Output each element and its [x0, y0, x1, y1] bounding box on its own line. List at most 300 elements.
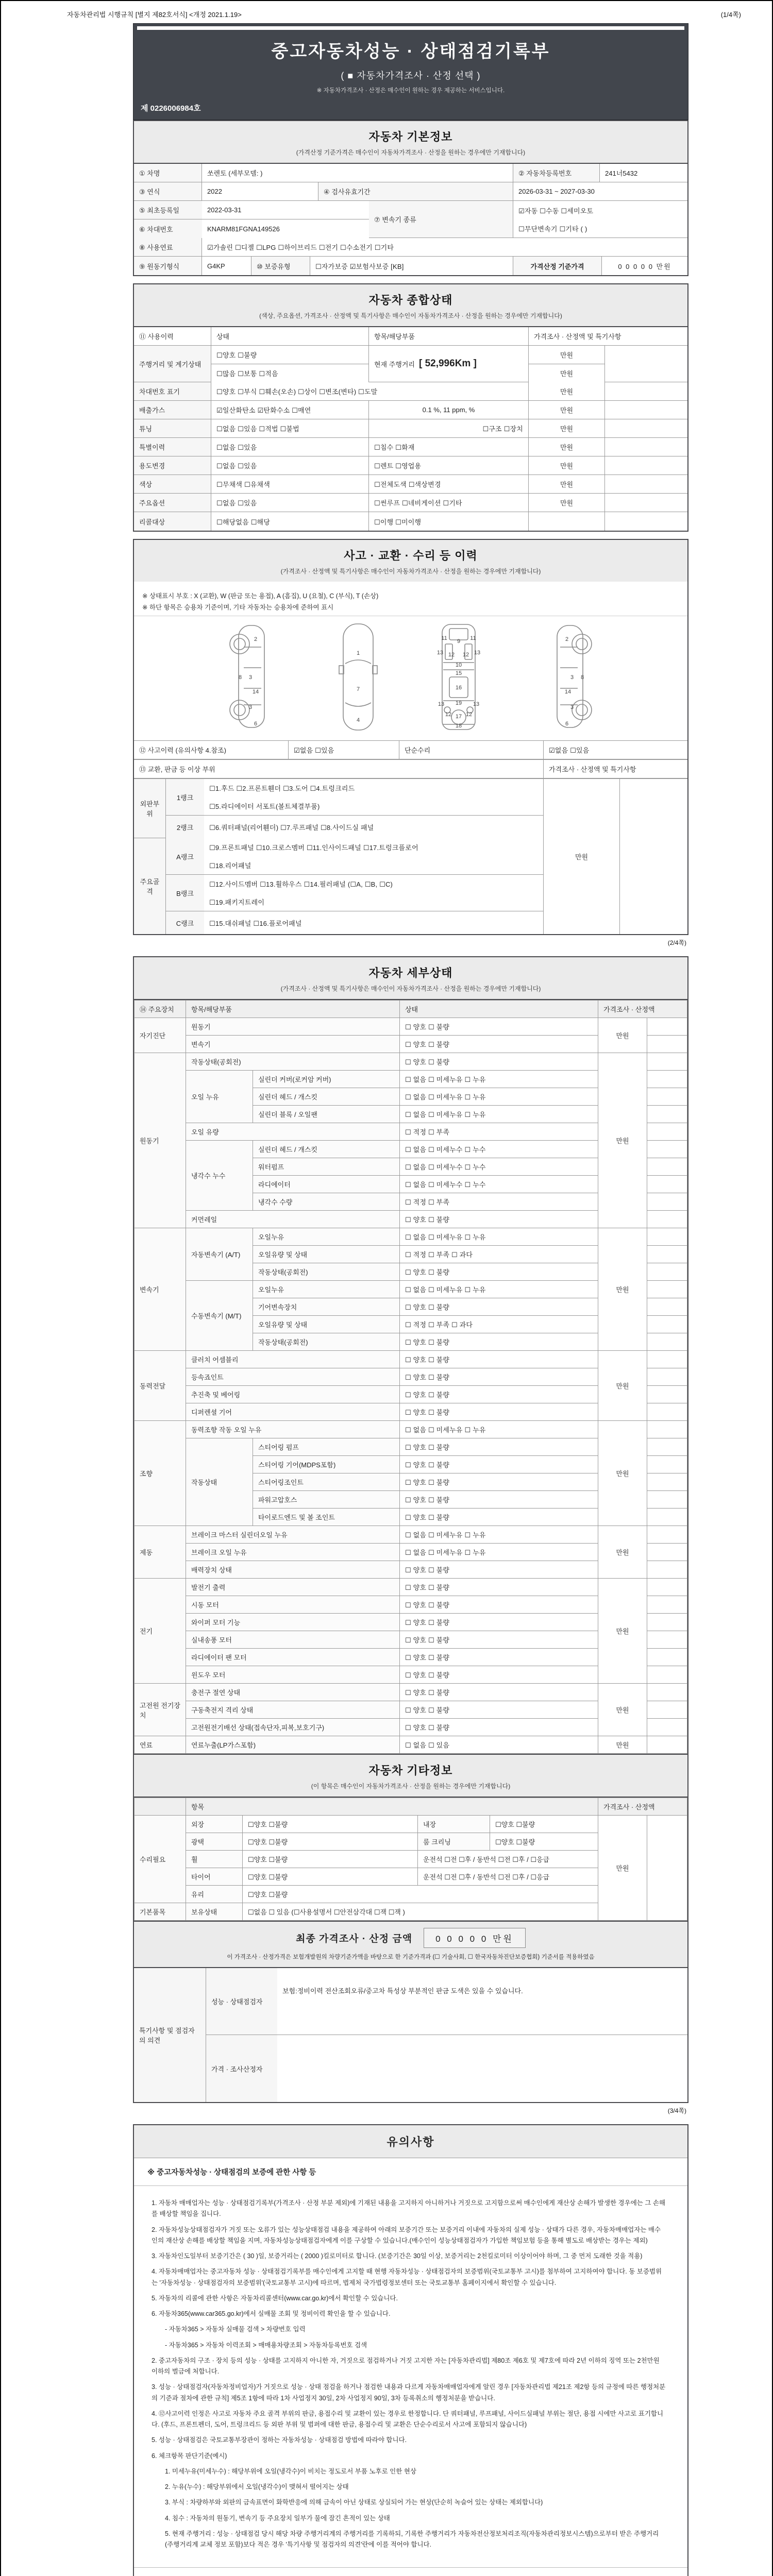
- notice-title: 유의사항: [134, 2125, 687, 2158]
- price-cell: 만원: [598, 1053, 647, 1228]
- state-options[interactable]: ☐ 양호 ☐ 불량: [400, 1053, 598, 1071]
- remark-cell: [647, 1316, 687, 1333]
- state-options[interactable]: ☐ 없음 ☐ 미세누수 ☐ 누수: [400, 1158, 598, 1176]
- document-number: 제 0226006984호: [141, 104, 201, 113]
- remark-cell: [647, 1211, 687, 1228]
- section-subtitle: (이 항목은 매수인이 자동차가격조사 · 산정을 원하는 경우에만 기재합니다): [311, 1783, 511, 1790]
- remark-cell: [605, 456, 687, 475]
- rank-label: B랭크: [166, 875, 204, 911]
- item-label: 오일 유량: [186, 1123, 400, 1141]
- price-cell: 만원: [598, 1684, 647, 1736]
- section-subtitle: (가격조사 · 산정액 및 특기사항은 매수인이 자동차가격조사 · 산정을 원하는 경우에만 기재합니다): [280, 568, 541, 575]
- first-reg-date-value: 2022-03-31: [202, 201, 369, 219]
- inspection-period-value: 2026-03-31 ~ 2027-03-30: [513, 182, 687, 201]
- sub-group-label: 오일 누유: [186, 1071, 253, 1123]
- state-options[interactable]: ☐ 적정 ☐ 부족: [400, 1193, 598, 1211]
- state-options[interactable]: ☐ 적정 ☐ 부족 ☐ 과다: [400, 1316, 598, 1333]
- diagram-part-number: 13: [436, 650, 444, 656]
- remark-cell: [647, 1403, 687, 1421]
- item-label: 클러치 어셈블리: [186, 1351, 400, 1368]
- remark-cell: [647, 1158, 687, 1176]
- diagram-part-number: 12: [465, 711, 473, 718]
- item-label: 시동 모터: [186, 1596, 400, 1614]
- diagram-part-number: 12: [445, 711, 452, 718]
- item-label: 스티어링조인트: [253, 1473, 400, 1491]
- diagram-part-number: 6: [254, 721, 258, 727]
- interior-options[interactable]: ☐양호 ☐불량: [490, 1816, 598, 1833]
- notice-item: 1. 미세누유(미세누수) : 해당부위에 오일(냉각수)이 비치는 정도로서 부품 노후로 인한 현상: [165, 2467, 416, 2475]
- remark-cell: [647, 1561, 687, 1579]
- notice-section2-title: [134, 2568, 687, 2576]
- item-label: 실린더 커버(로커암 커버): [253, 1071, 400, 1088]
- item-label: 냉각수 수량: [253, 1193, 400, 1211]
- item-label: 발전기 출력: [186, 1579, 400, 1596]
- diagram-part-number: 3: [248, 674, 253, 681]
- diagram-part-number: 18: [455, 723, 462, 729]
- state-options[interactable]: ☐ 없음 ☐ 미세누유 ☐ 누유: [400, 1106, 598, 1123]
- remark-cell: [647, 1736, 687, 1754]
- remark-cell: [605, 438, 687, 456]
- diagram-part-number: 8: [238, 674, 242, 681]
- emission-values: 0.1 %, 11 ppm, %: [369, 401, 529, 419]
- remark-cell: [605, 494, 687, 512]
- car-name-value: 쏘렌토 (세부모델: ): [202, 164, 513, 182]
- diagram-part-number: 3: [570, 674, 574, 681]
- transmission-options[interactable]: ☐무단변속기 ☐기타 ( ): [513, 219, 687, 238]
- state-options[interactable]: ☐ 없음 ☐ 미세누유 ☐ 누유: [400, 1544, 598, 1561]
- diagram-part-number: 4: [356, 717, 360, 723]
- item-label: 오일누유: [253, 1281, 400, 1298]
- mileage-amount-options[interactable]: ☐많음 ☐보통 ☐적음: [216, 370, 278, 378]
- rank2-parts-options[interactable]: ☐6.쿼터패널(리어휀더) ☐7.루프패널 ☐8.사이드실 패널: [209, 823, 374, 832]
- option-type-options[interactable]: ☐썬루프 ☐네비게이션 ☐기타: [369, 494, 529, 512]
- state-options[interactable]: ☐ 양호 ☐ 불량: [400, 1473, 598, 1491]
- state-options[interactable]: ☐ 양호 ☐ 불량: [400, 1561, 598, 1579]
- notice-section1-title: ※ 중고자동차성능 · 상태점검의 보증에 관한 사항 등: [134, 2158, 687, 2186]
- rankB-parts-options[interactable]: ☐19.패키지트레이: [204, 893, 543, 911]
- price-cell: 만원: [544, 779, 620, 934]
- price-cell: 만원: [598, 1579, 647, 1684]
- notice-item: 3. 자동차인도일부터 보증기간은 ( 30 )일, 보증거리는 ( 2000 )킬로미터로 합니다. (보증기간은 30일 이상, 보증거리는 2천킬로미터 이상이어야 하며, 그 중 먼저 도래한 것을 적용): [152, 2252, 643, 2260]
- final-price-note[interactable]: 이 가격조사 · 산정가격은 보험개발원의 차량기준가액을 바탕으로 한 기준가격과 (☐ 기술사회, ☐ 한국자동차진단보증협회) 기준서를 적용하였음: [227, 1954, 595, 1960]
- remark-cell: [647, 1351, 687, 1368]
- exterior-options[interactable]: ☐양호 ☐불량: [243, 1816, 418, 1833]
- remark-cell: [647, 1438, 687, 1456]
- notice-item: 3. 부식 : 차량하부와 외판의 금속표면이 화학반응에 의해 금속이 아닌 상태로 상실되어 가는 현상(단순히 녹슬어 있는 상태는 제외합니다): [165, 2499, 543, 2506]
- final-price-bar: [133, 1922, 688, 1968]
- section-title: 자동차 세부상태: [368, 967, 453, 979]
- notice-box: [133, 2124, 688, 2576]
- fuel-options[interactable]: ☑가솔린 ☐디젤 ☐LPG ☐하이브리드 ☐전기 ☐수소전기 ☐기타: [202, 238, 687, 257]
- tire-options[interactable]: ☐양호 ☐불량: [243, 1868, 418, 1886]
- remark-cell: [605, 419, 687, 438]
- row-label: 광택: [186, 1833, 243, 1851]
- section-etc-info: [133, 1755, 688, 1797]
- rank-label: 2랭크: [166, 816, 204, 838]
- state-options[interactable]: ☐ 양호 ☐ 불량: [400, 1614, 598, 1631]
- remark-cell: [647, 1176, 687, 1193]
- item-label: 스티어링 기어(MDPS포함): [253, 1456, 400, 1473]
- page-meta: [67, 9, 741, 19]
- diagram-part-number: 3: [248, 704, 253, 710]
- current-mileage-value: [ 52,996Km ]: [418, 358, 477, 369]
- section-title: 자동차 종합상태: [368, 294, 453, 307]
- state-options[interactable]: ☐ 없음 ☐ 미세누수 ☐ 누수: [400, 1141, 598, 1158]
- page-mark-2: (2/4쪽): [667, 939, 686, 946]
- plate-number-value: 241너5432: [600, 164, 687, 182]
- state-options[interactable]: ☐ 없음 ☐ 미세누유 ☐ 누유: [400, 1088, 598, 1106]
- state-options[interactable]: ☐ 양호 ☐ 불량: [400, 1298, 598, 1316]
- item-label: 추진축 및 베어링: [186, 1386, 400, 1403]
- section-subtitle: (가격산정 기준가격은 매수인이 자동차가격조사 · 산정을 원하는 경우에만 기재합니다): [296, 149, 526, 156]
- diagram-part-number: 10: [455, 662, 462, 668]
- rank1-parts-options[interactable]: ☐1.후드 ☐2.프론트휀더 ☐3.도어 ☐4.트렁크리드: [209, 785, 355, 792]
- inspector-comment: 보험:정비이력 전산조회오류/중고차 특성상 부분적인 판금 도색은 있을 수 있습니다.: [277, 1968, 687, 2035]
- state-options[interactable]: ☐ 양호 ☐ 불량: [400, 1491, 598, 1509]
- remark-cell: [647, 1123, 687, 1141]
- row-label: 특별이력: [134, 438, 211, 456]
- accident-diagram-box: [133, 582, 688, 935]
- diagram-part-number: 13: [473, 701, 480, 707]
- item-label: 동력조향 작동 오일 누유: [186, 1421, 400, 1438]
- accident-history-label: ⑫ 사고이력 (유의사항 4.참조): [134, 741, 289, 759]
- row-label: 차대번호 표기: [134, 382, 211, 401]
- row-label: 색상: [134, 475, 211, 494]
- remark-cell: [647, 1368, 687, 1386]
- notice-item: 1. 자동차 매매업자는 성능 · 상태점검기록부(가격조사 · 산정 부분 제외)에 기재된 내용을 고지하지 아니하거나 거짓으로 고지함으로써 매수인에게 재산상 손해가 발생한 경우에는 그 손해를 배상할 책임을 집니다.: [152, 2199, 666, 2218]
- item-label: 브레이크 마스터 실린더오일 누유: [186, 1526, 400, 1544]
- diagram-part-number: 14: [252, 689, 259, 695]
- notice-section1-body: [134, 2186, 687, 2568]
- remark-cell: [605, 475, 687, 494]
- sub-group-label: 자동변속기 (A/T): [186, 1228, 253, 1281]
- col-header: [135, 1798, 186, 1816]
- tire-position-options[interactable]: 운전석 ☐전 ☐후 / 동반석 ☐전 ☐후 / ☐응급: [418, 1868, 598, 1886]
- price-cell: 만원: [598, 1228, 647, 1351]
- state-options[interactable]: ☐ 양호 ☐ 불량: [400, 1596, 598, 1614]
- appraiser-label: 가격 · 조사산정자: [206, 2035, 277, 2102]
- item-label: 배력장치 상태: [186, 1561, 400, 1579]
- state-options[interactable]: ☐ 없음 ☐ 미세누유 ☐ 누유: [400, 1071, 598, 1088]
- notice-item: 2. 누유(누수) : 해당부위에서 오일(냉각수)이 맺혀서 떨어지는 상태: [165, 2483, 349, 2490]
- state-options[interactable]: ☐ 양호 ☐ 불량: [400, 1036, 598, 1053]
- remark-cell: [605, 346, 687, 382]
- item-label: 고전원전기배선 상태(접속단자,피복,보호기구): [186, 1719, 400, 1736]
- notice-item: 2. 중고자동차의 구조 · 장치 등의 성능 · 상태를 고지하지 아니한 자, 거짓으로 점검하거나 거짓 고지한 자는 [자동차관리법] 제80조 제6호 및 제7호에 따라 2년 이하의 징역 또는 2천만원 이하의 벌금에 처합니다.: [152, 2357, 660, 2375]
- device-label: 제동: [135, 1526, 186, 1579]
- state-options[interactable]: ☐ 양호 ☐ 불량: [400, 1579, 598, 1596]
- state-options[interactable]: ☐ 양호 ☐ 불량: [400, 1368, 598, 1386]
- item-label: 타이로드엔드 및 볼 조인트: [253, 1509, 400, 1526]
- remark-cell: [647, 1298, 687, 1316]
- diagram-part-number: 16: [455, 685, 462, 691]
- notice-item: 6. 체크항목 판단기준(예시): [152, 2452, 227, 2460]
- state-code-note: ※ 상태표시 부호 : X (교환), W (판금 또는 용접), A (흠집), U (요철), C (부식), T (손상): [142, 592, 379, 600]
- inspector-label: 성능 · 상태점검자: [206, 1968, 277, 2035]
- field-label: ⑤ 최초등록일: [134, 201, 202, 219]
- price-service-note: ※ 자동차가격조사 · 산정은 매수인이 원하는 경우 제공하는 서비스입니다.: [316, 88, 505, 94]
- remark-cell: [647, 1141, 687, 1158]
- remark-cell: [647, 1246, 687, 1263]
- state-options[interactable]: ☐ 없음 ☐ 미세누유 ☐ 누유: [400, 1228, 598, 1246]
- room-cleaning-options[interactable]: ☐양호 ☐불량: [490, 1833, 598, 1851]
- remarks-table: [133, 1968, 688, 2103]
- remark-cell: [647, 1816, 687, 1921]
- usage-change-options[interactable]: ☐없음 ☐있음: [211, 456, 369, 475]
- accident-history-options[interactable]: ☑없음 ☐있음: [289, 741, 399, 759]
- remark-cell: [605, 401, 687, 419]
- section-subtitle: (색상, 주요옵션, 가격조사 · 산정액 및 특기사항은 매수인이 자동차가격조사 · 산정을 원하는 경우에만 기재합니다): [259, 312, 562, 319]
- diagram-part-number: 15: [455, 670, 462, 676]
- model-year-value: 2022: [202, 182, 318, 201]
- diagram-part-number: 12: [462, 652, 469, 658]
- item-label: 작동상태(공회전): [253, 1263, 400, 1281]
- diagram-part-number: 11: [441, 635, 447, 641]
- state-options[interactable]: ☐ 양호 ☐ 불량: [400, 1438, 598, 1456]
- price-cell: 만원: [598, 1526, 647, 1579]
- sub-group-label: 수동변속기 (M/T): [186, 1281, 253, 1351]
- remark-cell: [647, 1491, 687, 1509]
- field-label: ⑨ 원동기형식: [134, 257, 202, 275]
- mileage-prefix: 현재 주행거리: [374, 360, 415, 368]
- rank-label: A랭크: [166, 838, 204, 875]
- exchange-panel-label: ⑬ 교환, 판금 등 이상 부위: [134, 760, 544, 778]
- remark-cell: [620, 779, 687, 934]
- remark-cell: [647, 1263, 687, 1281]
- glass-options[interactable]: ☐양호 ☐불량: [243, 1886, 598, 1903]
- header-strip: [137, 26, 684, 30]
- diagram-part-number: 14: [564, 689, 572, 695]
- state-options[interactable]: ☐ 양호 ☐ 불량: [400, 1509, 598, 1526]
- item-label: 작동상태(공회전): [186, 1053, 400, 1071]
- state-options[interactable]: ☐ 양호 ☐ 불량: [400, 1211, 598, 1228]
- row-label: 튜닝: [134, 419, 211, 438]
- rankA-parts-options[interactable]: ☐9.프론트패널 ☐10.크로스멤버 ☐11.인사이드패널 ☐17.트렁크플로어: [209, 844, 418, 852]
- item-label: 윈도우 모터: [186, 1666, 400, 1684]
- sub-group-label: 작동상태: [186, 1438, 253, 1526]
- field-label: ⑦ 변속기 종류: [369, 201, 513, 238]
- notice-item: 4. ⑫사고이력 인정은 사고로 자동차 주요 골격 부위의 판금, 용접수리 및 교환이 있는 경우로 한정합니다. 단 쿼터패널, 루프패널, 사이드실패널 부위는 절단, 용접 시에만 사고로 표기합니다. (후드, 프론트펜더, 도어, 트렁크리드 등 외판 부위 및 범퍼에 대한 판금, 용접수리 및 교환은 단순수리로서 사고에 포함되지 않습니다): [152, 2410, 664, 2428]
- state-options[interactable]: ☐ 양호 ☐ 불량: [400, 1684, 598, 1701]
- transmission-options[interactable]: ☑자동 ☐수동 ☐세미오토: [518, 207, 594, 215]
- state-options[interactable]: ☐ 적정 ☐ 부족: [400, 1123, 598, 1141]
- notice-item: 3. 성능 · 상태점검자(자동차정비업자)가 거짓으로 성능 · 상태 점검을 하거나 점검한 내용과 다르게 자동차매매업자에게 알린 경우 [자동차관리법 제21조 제2항 등의 규정에 따른 행정처분의 기준과 절차에 관한 규칙] 제5조 1항에 따라 1차 사업정지 30일, 2차 사업정지 90일, 3차 등록취소의 행정처분을 받습니다.: [152, 2383, 666, 2402]
- remark-cell: [647, 1526, 687, 1544]
- col-header: 가격조사 · 산정액: [598, 1001, 687, 1018]
- section-title: 자동차 기본정보: [368, 130, 453, 143]
- vin-mark-options[interactable]: ☐양호 ☐부식 ☐훼손(오손) ☐상이 ☐변조(변타) ☐도말: [211, 382, 529, 401]
- simple-repair-options[interactable]: ☑없음 ☐있음: [544, 741, 687, 759]
- rankC-parts-options[interactable]: ☐15.대쉬패널 ☐16.플로어패널: [209, 919, 302, 927]
- remark-cell: [647, 1509, 687, 1526]
- price-cell: 만원: [529, 438, 605, 456]
- sub-group-label: 냉각수 누수: [186, 1141, 253, 1211]
- diagram-part-number: 12: [448, 652, 455, 658]
- device-label: 연료: [135, 1736, 186, 1754]
- device-label: 자기진단: [135, 1018, 186, 1053]
- base-price-label: 가격산정 기준가격: [513, 257, 602, 275]
- diagram-part-number: 8: [580, 674, 584, 681]
- item-label: 와이퍼 모터 기능: [186, 1614, 400, 1631]
- diagram-part-number: 11: [470, 635, 476, 641]
- row-label: 용도변경: [134, 456, 211, 475]
- remark-cell: [647, 1544, 687, 1561]
- remark-cell: [647, 1719, 687, 1736]
- item-label: 실내송풍 모터: [186, 1631, 400, 1649]
- gloss-options[interactable]: ☐양호 ☐불량: [243, 1833, 418, 1851]
- col-header: 가격조사 · 산정액: [598, 1798, 687, 1816]
- emission-options[interactable]: ☑일산화탄소 ☑탄화수소 ☐매연: [211, 401, 369, 419]
- item-label: 오일누유: [253, 1228, 400, 1246]
- state-options[interactable]: ☐ 양호 ☐ 불량: [400, 1666, 598, 1684]
- page-mark-3: (3/4쪽): [667, 2107, 686, 2114]
- state-options[interactable]: ☐ 양호 ☐ 불량: [400, 1403, 598, 1421]
- state-options[interactable]: ☐ 없음 ☐ 미세누유 ☐ 누유: [400, 1526, 598, 1544]
- diagram-part-number: 19: [455, 700, 462, 706]
- main-option-options[interactable]: ☐없음 ☐있음: [211, 494, 369, 512]
- remark-cell: [647, 1666, 687, 1684]
- rank1-parts-options[interactable]: ☐5.라디에이터 서포트(볼트체결부품): [204, 797, 543, 816]
- notice-item: - 자동차365 > 자동차 이력조회 > 매매용차량조회 > 자동차등록번호 검색: [165, 2341, 367, 2349]
- section-overall-state: [133, 283, 688, 326]
- item-label: 연료누출(LP가스포함): [186, 1736, 400, 1754]
- remark-cell: [647, 1386, 687, 1403]
- state-options[interactable]: ☐ 없음 ☐ 미세누유 ☐ 누유: [400, 1421, 598, 1438]
- diagram-part-number: 17: [455, 714, 462, 720]
- item-label: 원동기: [186, 1018, 400, 1036]
- item-label: 오일유량 및 상태: [253, 1246, 400, 1263]
- color-options[interactable]: ☐무채색 ☐유채색: [211, 475, 369, 494]
- warranty-options[interactable]: ☐자가보증 ☑보험사보증 [KB]: [310, 257, 513, 275]
- state-options[interactable]: ☐ 양호 ☐ 불량: [400, 1719, 598, 1736]
- field-label: ④ 검사유효기간: [318, 182, 513, 201]
- diagram-part-number: 1: [356, 650, 360, 656]
- section-title: 사고 · 교환 · 수리 등 이력: [344, 549, 478, 562]
- section-basic-info: [133, 120, 688, 163]
- col-header: 항목/해당부품: [186, 1001, 400, 1018]
- state-options[interactable]: ☐ 양호 ☐ 불량: [400, 1456, 598, 1473]
- field-label: ③ 연식: [134, 182, 202, 201]
- price-cell: 만원: [598, 1816, 647, 1921]
- item-label: 기어변속장치: [253, 1298, 400, 1316]
- base-price-value: 0 0 0 0 0 만원: [618, 262, 671, 270]
- state-options[interactable]: ☐ 양호 ☐ 불량: [400, 1263, 598, 1281]
- row-label: 유리: [186, 1886, 243, 1903]
- col-header: 상태: [400, 1001, 598, 1018]
- rank-label: 1랭크: [166, 779, 204, 816]
- special-history-options[interactable]: ☐없음 ☐있음: [211, 438, 369, 456]
- state-options[interactable]: ☐ 양호 ☐ 불량: [400, 1701, 598, 1719]
- remark-cell: [647, 1228, 687, 1246]
- diagram-part-number: 6: [565, 721, 569, 727]
- col-header: ⑭ 주요장치: [135, 1001, 186, 1018]
- tuning-options[interactable]: ☐없음 ☐있음 ☐적법 ☐불법: [211, 419, 369, 438]
- title-header: [133, 23, 688, 120]
- etc-info-table: [133, 1797, 688, 1922]
- remark-cell: [647, 1036, 687, 1053]
- detail-state-table: [133, 999, 688, 1755]
- item-label: 오일유량 및 상태: [253, 1316, 400, 1333]
- repaint-options[interactable]: ☐전체도색 ☐색상변경: [369, 475, 529, 494]
- rankA-parts-options[interactable]: ☐18.리어패널: [204, 856, 543, 875]
- col-header: 항목: [186, 1798, 598, 1816]
- page-title: 중고자동차성능 · 상태점검기록부: [271, 42, 550, 61]
- wheel-position-options[interactable]: 운전석 ☐전 ☐후 / 동반석 ☐전 ☐후 / ☐응급: [418, 1851, 598, 1868]
- state-options[interactable]: ☐ 없음 ☐ 있음: [400, 1736, 598, 1754]
- field-label: ⑩ 보증유형: [251, 257, 310, 275]
- item-label: 작동상태(공회전): [253, 1333, 400, 1351]
- flood-fire-options[interactable]: ☐침수 ☐화재: [369, 438, 529, 456]
- rent-commercial-options[interactable]: ☐렌트 ☐영업용: [369, 456, 529, 475]
- price-cell: 만원: [598, 1421, 647, 1526]
- device-label: 전기: [135, 1579, 186, 1684]
- item-label: 실린더 헤드 / 개스킷: [253, 1088, 400, 1106]
- price-cell: 만원: [598, 1736, 647, 1754]
- row-label: 주요옵션: [134, 494, 211, 512]
- notice-item: 6. 자동차365(www.car365.go.kr)에서 실매물 조회 및 정비이력 확인을 할 수 있습니다.: [152, 2310, 391, 2317]
- wheel-options[interactable]: ☐양호 ☐불량: [243, 1851, 418, 1868]
- price-cell: 만원: [529, 401, 605, 419]
- law-note: 자동차관리법 시행규칙 [별지 제82호서식] <개정 2021.1.19>: [67, 11, 242, 19]
- price-cell: 만원: [598, 1351, 647, 1421]
- rankB-parts-options[interactable]: ☐12.사이드멤버 ☐13.휠하우스 ☐14.필러패널 (☐A, ☐B, ☐C): [209, 880, 393, 888]
- col-header: 항목/해당부품: [369, 327, 529, 346]
- col-header: 가격조사 · 산정액 및 특기사항: [529, 327, 687, 346]
- device-label: 동력전달: [135, 1351, 186, 1421]
- col-header: ⑪ 사용이력: [134, 327, 211, 346]
- state-options[interactable]: ☐ 양호 ☐ 불량: [400, 1351, 598, 1368]
- state-options[interactable]: ☐ 적정 ☐ 부족 ☐ 과다: [400, 1246, 598, 1263]
- basic-items-options[interactable]: ☐없음 ☐ 있음 (☐사용설명서 ☐안전삼각대 ☐잭 ☐잭 ): [243, 1903, 598, 1921]
- group-label: 외판부위: [134, 779, 166, 838]
- item-label: 등속죠인트: [186, 1368, 400, 1386]
- state-options[interactable]: ☐ 양호 ☐ 불량: [400, 1631, 598, 1649]
- device-label: 변속기: [135, 1228, 186, 1351]
- row-label: 주행거리 및 계기상태: [134, 346, 211, 382]
- page-mark-1: (1/4쪽): [720, 11, 741, 19]
- state-options[interactable]: ☐ 없음 ☐ 미세누유 ☐ 누유: [400, 1281, 598, 1298]
- col-header: 상태: [211, 327, 369, 346]
- notice-item: 4. 자동차매매업자는 중고자동차 성능 · 상태점검기록부를 매수인에게 고지할 때 현행 자동차성능 · 상태점검자의 보증범위(국토교통부 고시)를 첨부하여 고지하여야 합니다. 동 보증범위는 '자동차성능 · 상태점검자의 보증범위'(국토교통부 고시)에 따르며, 법제처 국가법령정보센터 또는 국토교통부 홈페이지에서 확인할 수 있습니다.: [152, 2268, 662, 2286]
- price-select-option[interactable]: ( ■ 자동차가격조사 · 산정 선택 ): [341, 71, 481, 81]
- diagram-part-number: 9: [457, 638, 461, 645]
- final-price-value: 0 0 0 0 0 만원: [424, 1928, 526, 1948]
- vin-value: KNARM81FGNA149526: [207, 225, 280, 233]
- row-label: 룸 크리닝: [418, 1833, 490, 1851]
- price-cell: 만원: [529, 475, 605, 494]
- diagram-part-number: 13: [474, 650, 481, 656]
- price-cell: 만원: [529, 346, 604, 364]
- state-options[interactable]: ☐ 양호 ☐ 불량: [400, 1649, 598, 1666]
- state-options[interactable]: ☐ 양호 ☐ 불량: [400, 1018, 598, 1036]
- device-label: 고전원 전기장치: [135, 1684, 186, 1736]
- recall-done-options[interactable]: ☐이행 ☐미이행: [369, 512, 529, 531]
- tuning-type-options[interactable]: ☐구조 ☐장치: [369, 419, 529, 438]
- state-options[interactable]: ☐ 양호 ☐ 불량: [400, 1333, 598, 1351]
- row-label: 내장: [418, 1816, 490, 1833]
- remark-cell: [647, 1684, 687, 1701]
- item-label: 충전구 절연 상태: [186, 1684, 400, 1701]
- price-cell: 만원: [529, 456, 605, 475]
- remark-cell: [647, 1456, 687, 1473]
- remark-cell: [647, 1193, 687, 1211]
- state-options[interactable]: ☐ 양호 ☐ 불량: [400, 1386, 598, 1403]
- item-label: 커먼레일: [186, 1211, 400, 1228]
- mileage-state-options[interactable]: ☐양호 ☐불량: [211, 346, 368, 364]
- recall-options[interactable]: ☐해당없음 ☐해당: [211, 512, 369, 531]
- state-options[interactable]: ☐ 없음 ☐ 미세누수 ☐ 누수: [400, 1176, 598, 1193]
- item-label: 구동축전지 격리 상태: [186, 1701, 400, 1719]
